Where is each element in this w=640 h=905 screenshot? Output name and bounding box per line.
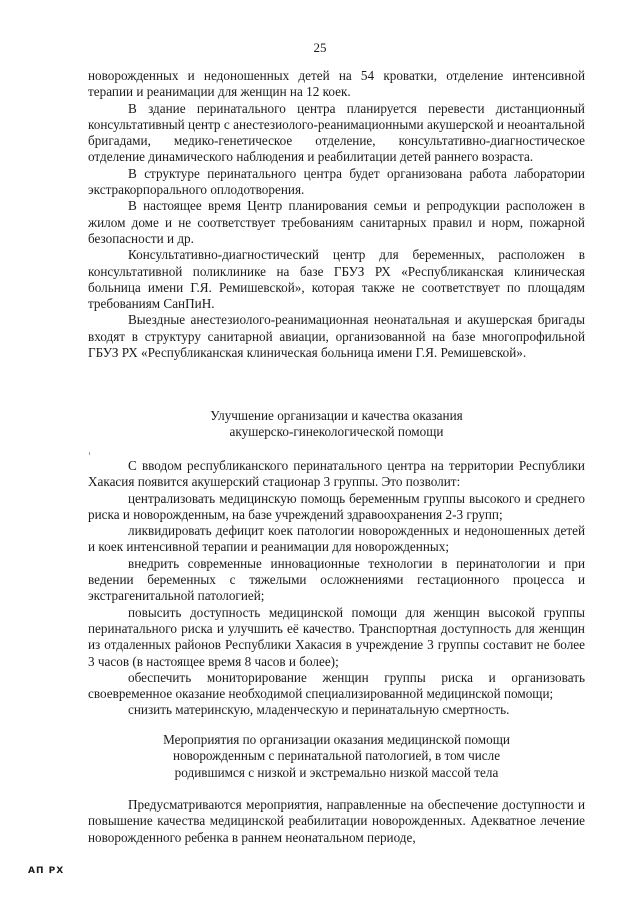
paragraph: С вводом республиканского перинатального центра на территории Республики Хакасия появится акушерский стационар 3 группы. Это позволит: (88, 458, 585, 490)
paragraph: В структуре перинатального центра будет организована работа лаборатории экстракорпорального оплодотворения. (88, 165, 585, 198)
section-heading-1 (88, 408, 585, 441)
footer-mark: АП РХ (28, 866, 65, 876)
body-text-block-3 (88, 797, 585, 846)
list-item: централизовать медицинскую помощь беременным группы высокого и среднего риска и новорожденным, на базе учреждений здравоохранения 2-3 групп; (88, 490, 585, 522)
body-text-block-2 (88, 458, 585, 719)
paragraph: В настоящее время Центр планирования семьи и репродукции расположен в жилом доме и не соответствует требованиям санитарных правил и норм, пожарной безопасности и др. (88, 198, 585, 246)
paragraph: Консультативно-диагностический центр для беременных, расположен в консультативной поликлинике на базе ГБУЗ РХ «Республиканская клиническая больница имени Г.Я. Ремишевской», которая также не соответствует по площадям требованиям СанПиН. (88, 247, 585, 312)
list-item: снизить материнскую, младенческую и перинатальную смертность. (128, 702, 510, 718)
page-number: 25 (313, 40, 327, 55)
heading-line: новорожденным с перинатальной патологией, в том числе (172, 748, 501, 764)
paragraph: новорожденных и недоношенных детей на 54 кроватки, отделение интенсивной терапии и реанимации для женщин на 12 коек. (88, 68, 585, 100)
list-item: ликвидировать дефицит коек патологии новорожденных и недоношенных детей и коек интенсивной терапии и реанимации для новорожденных; (88, 523, 585, 555)
list-item: повысить доступность медицинской помощи для женщин высокой группы перинатального риска и улучшить её качество. Транспортная доступность для женщин из отдаленных районов Республики Хакасия в учреждение 3 группы составит не более 3 часов (в настоящее время 8 часов и более); (88, 604, 585, 669)
heading-line: Улучшение организации и качества оказания (210, 408, 463, 423)
section-heading-2 (88, 732, 585, 781)
paragraph: В здание перинатального центра планируется перевести дистанционный консультативный центр с анестезиолого-реанимационными акушерской и неоантальной бригадами, медико-генетическое отделение, консультативно-диагностическое отделение динамического наблюдения и реабилитации детей раннего возраста. (88, 100, 585, 165)
heading-line: акушерско-гинекологической помощи (229, 424, 444, 440)
list-item: обеспечить мониторирование женщин группы риска и организовать своевременное оказание необходимой специализированной медицинской помощи; (88, 669, 585, 702)
heading-line: родившимся с низкой и экстремально низкой массой тела (174, 764, 499, 780)
paragraph: Выездные анестезиолого-реанимационная неонатальная и акушерская бригады входят в структуру санитарной авиации, организованной на базе многопрофильной ГБУЗ РХ «Республиканская клиническая больница имени Г.Я. Ремишевской». (88, 312, 585, 361)
scan-mark (89, 452, 90, 455)
list-item: внедрить современные инновационные технологии в перинатологии и при ведении беременных с тяжелыми осложнениями гестационного процесса и экстрагенитальной патологией; (88, 555, 585, 604)
body-text-block-1 (88, 68, 585, 361)
heading-line: Мероприятия по организации оказания медицинской помощи (163, 732, 510, 747)
paragraph: Предусматриваются мероприятия, направленные на обеспечение доступности и повышение качества медицинской реабилитации новорожденных. Адекватное лечение новорожденного ребенка в раннем неонатальном периоде, (88, 797, 585, 845)
